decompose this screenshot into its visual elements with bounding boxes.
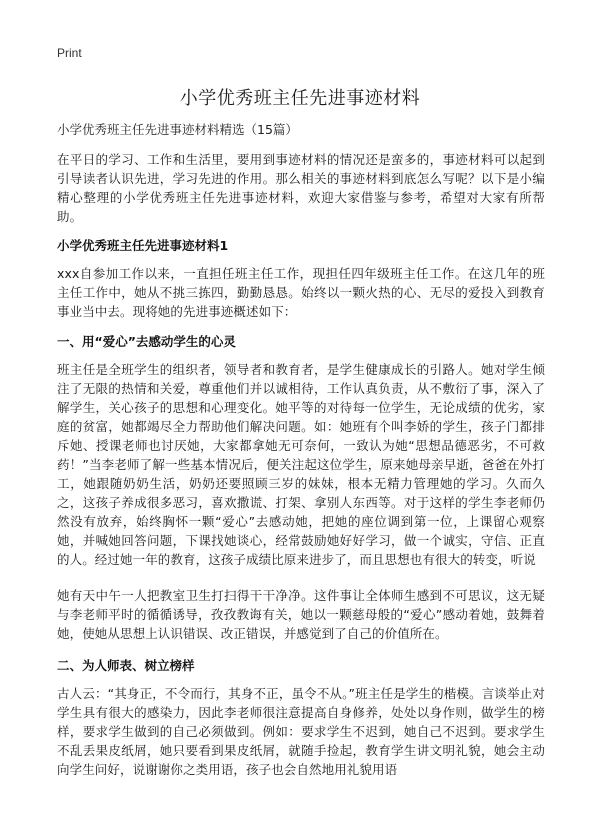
section-2-heading: 二、为人师表、树立榜样 <box>57 658 195 673</box>
article-heading: 小学优秀班主任先进事迹材料1 <box>57 238 229 253</box>
print-label: Print <box>57 46 82 60</box>
article-intro-paragraph: xxx自参加工作以来，一直担任班主任工作，现担任四年级班主任工作。在这几年的班主任工作中，她从不挑三拣四，勤勤恳恳。始终以一颗火热的心、无尽的爱投入到教育事业当中去。现将她的先进事迹概述如下： <box>57 266 545 319</box>
section-1-paragraph: 班主任是全班学生的组织者，领导者和教育者，是学生健康成长的引路人。她对学生倾注了无限的热情和关爱，尊重他们并以诚相待，工作认真负责，从不敷衍了事，深入了解学生，关心孩子的思想和心理变化。她平等的对待每一位学生，无论成绩的优劣，家庭的贫富，她都竭尽全力帮助他们解决问题。如：她班有个叫李娇的学生，孩子门都排斥她、授课老师也讨厌她，大家都拿她无可奈何，一致认为她“思想品德恶劣，不可救药！”当李老师了解一些基本情况后，便关注起这位学生，原来她母亲早逝，爸爸在外打工，她跟随奶奶生活，奶奶还要照顾三岁的妹妹，根本无精力管理她的学习。久而久之，这孩子养成很多恶习，喜欢撒谎、打架、拿别人东西等。对于这样的学生李老师仍然没有放弃，始终胸怀一颗“爱心”去感动她，把她的座位调到第一位，上课留心观察她，并喊她回答问题，下课找她谈心，经常鼓励她好好学习，做一个诚实，守信、正直的人。经过她一年的教育，这孩子成绩比原来进步了，而且思想也有很大的转变，听说 <box>57 362 545 567</box>
section-1-heading: 一、用“爱心”去感动学生的心灵 <box>57 334 236 349</box>
intro-paragraph: 在平日的学习、工作和生活里，要用到事迹材料的情况还是蛮多的，事迹材料可以起到引导读者认识先进，学习先进的作用。那么相关的事迹材料到底怎么写呢？以下是小编精心整理的小学优秀班主任先进事迹材料，欢迎大家借鉴与参考，希望对大家有所帮助。 <box>57 152 545 224</box>
document-title: 小学优秀班主任先进事迹材料 <box>179 88 421 109</box>
document-subtitle: 小学优秀班主任先进事迹材料精选（15篇） <box>57 122 298 137</box>
section-1-story-paragraph: 她有天中午一人把教室卫生打扫得干干净净。这件事让全体师生感到不可思议，这无疑与李老师平时的循循诱导，孜孜教诲有关，她以一颗慈母般的“爱心”感动着她，鼓舞着她，使她从思想上认识错误、改正错误，并感觉到了自己的价值所在。 <box>57 588 545 641</box>
section-2-paragraph: 古人云：“其身正，不令而行，其身不正，虽令不从。”班主任是学生的楷模。言谈举止对学生具有很大的感染力，因此李老师很注意提高自身修养，处处以身作则，做学生的榜样，要求学生做到的自己必须做到。例如：要求学生不迟到，她自己不迟到。要求学生不乱丢果皮纸屑，她只要看到果皮纸屑，就随手捡起，教育学生讲文明礼貌，她会主动向学生问好，说谢谢你之类用语，孩子也会自然地用礼貌用语 <box>57 686 545 777</box>
